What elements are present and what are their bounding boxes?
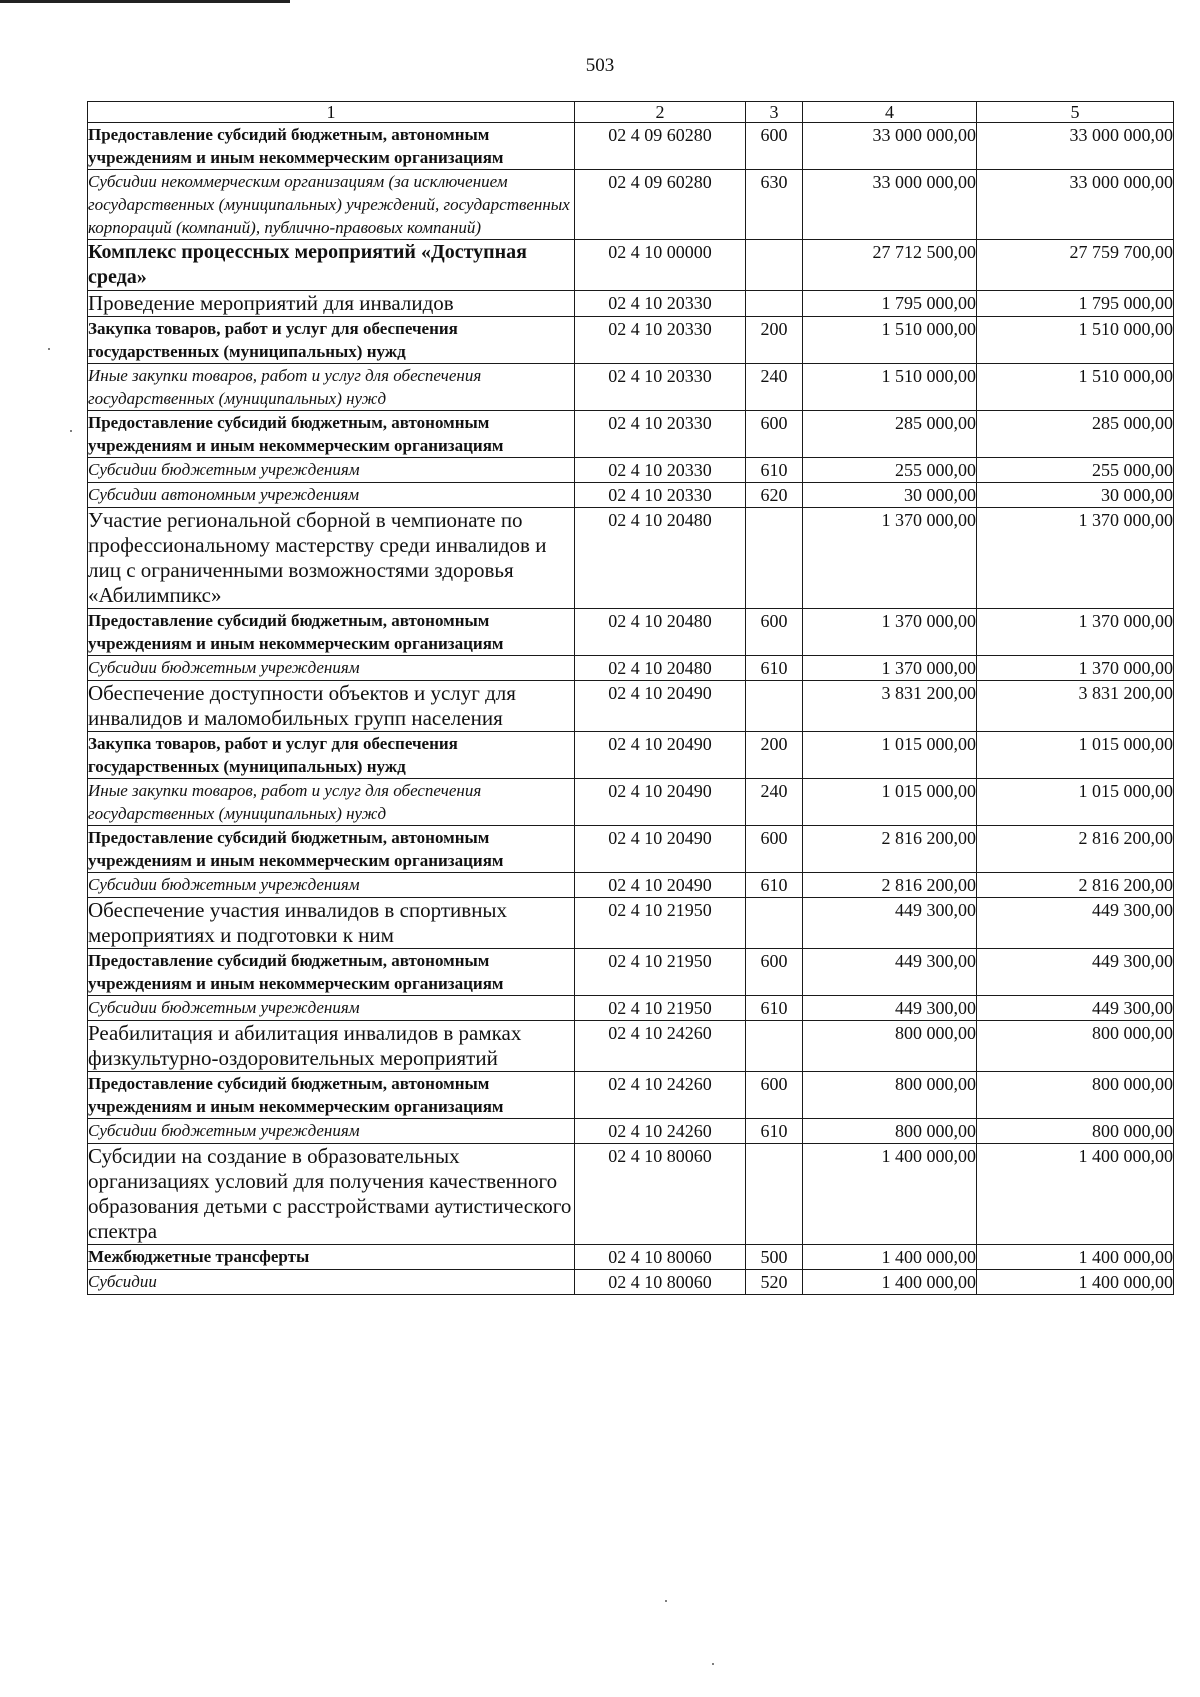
table-row xyxy=(88,170,1174,240)
row-amount-year2-cell: 1 015 000,00 xyxy=(977,732,1174,779)
row-amount-year1-cell: 449 300,00 xyxy=(803,996,977,1021)
row-type-cell: 610 xyxy=(746,656,803,681)
row-code-cell: 02 4 10 24260 xyxy=(575,1021,746,1072)
row-type-cell: 610 xyxy=(746,458,803,483)
row-amount-year1-cell: 33 000 000,00 xyxy=(803,170,977,240)
table-row xyxy=(88,996,1174,1021)
row-name-cell: Предоставление субсидий бюджетным, автономным учреждениям и иным некоммерческим организациям xyxy=(88,411,575,458)
row-amount-year1-cell: 2 816 200,00 xyxy=(803,826,977,873)
row-amount-year1-cell: 255 000,00 xyxy=(803,458,977,483)
row-type-cell: 600 xyxy=(746,1072,803,1119)
row-code-cell: 02 4 10 24260 xyxy=(575,1119,746,1144)
table-row xyxy=(88,779,1174,826)
row-amount-year1-cell: 1 400 000,00 xyxy=(803,1144,977,1245)
row-amount-year2-cell: 2 816 200,00 xyxy=(977,826,1174,873)
row-amount-year2-cell: 1 795 000,00 xyxy=(977,291,1174,317)
row-amount-year2-cell: 449 300,00 xyxy=(977,898,1174,949)
row-name-cell: Субсидии бюджетным учреждениям xyxy=(88,656,575,681)
row-type-cell: 610 xyxy=(746,873,803,898)
row-code-cell: 02 4 10 20490 xyxy=(575,873,746,898)
row-code-cell: 02 4 10 80060 xyxy=(575,1245,746,1270)
row-type-cell: 600 xyxy=(746,949,803,996)
row-amount-year1-cell: 449 300,00 xyxy=(803,898,977,949)
row-amount-year2-cell: 1 370 000,00 xyxy=(977,656,1174,681)
row-code-cell: 02 4 10 20330 xyxy=(575,411,746,458)
row-type-cell: 240 xyxy=(746,779,803,826)
row-code-cell: 02 4 10 20330 xyxy=(575,364,746,411)
row-code-cell: 02 4 10 20330 xyxy=(575,458,746,483)
row-code-cell: 02 4 09 60280 xyxy=(575,170,746,240)
row-amount-year1-cell: 449 300,00 xyxy=(803,949,977,996)
table-row xyxy=(88,1245,1174,1270)
row-name-cell: Предоставление субсидий бюджетным, автономным учреждениям и иным некоммерческим организациям xyxy=(88,1072,575,1119)
row-amount-year1-cell: 1 400 000,00 xyxy=(803,1245,977,1270)
row-amount-year1-cell: 3 831 200,00 xyxy=(803,681,977,732)
row-name-cell: Субсидии на создание в образовательных организациях условий для получения качественного образования детьми с расстройствами аутистического спектра xyxy=(88,1144,575,1245)
row-amount-year2-cell: 1 015 000,00 xyxy=(977,779,1174,826)
row-amount-year1-cell: 30 000,00 xyxy=(803,483,977,508)
row-code-cell: 02 4 09 60280 xyxy=(575,123,746,170)
scan-speck xyxy=(665,1600,667,1602)
table-row xyxy=(88,826,1174,873)
scan-speck xyxy=(70,430,72,432)
row-name-cell: Участие региональной сборной в чемпионате по профессиональному мастерству среди инвалидов и лиц с ограниченными возможностями здоровья «Абилимпикс» xyxy=(88,508,575,609)
row-name-cell: Проведение мероприятий для инвалидов xyxy=(88,291,575,317)
table-row xyxy=(88,458,1174,483)
table-row xyxy=(88,1270,1174,1295)
row-amount-year2-cell: 33 000 000,00 xyxy=(977,123,1174,170)
row-amount-year2-cell: 1 400 000,00 xyxy=(977,1245,1174,1270)
row-type-cell xyxy=(746,898,803,949)
row-amount-year1-cell: 1 370 000,00 xyxy=(803,656,977,681)
row-amount-year2-cell: 2 816 200,00 xyxy=(977,873,1174,898)
row-name-cell: Иные закупки товаров, работ и услуг для обеспечения государственных (муниципальных) нужд xyxy=(88,779,575,826)
table-row xyxy=(88,364,1174,411)
row-code-cell: 02 4 10 20490 xyxy=(575,681,746,732)
row-amount-year2-cell: 1 400 000,00 xyxy=(977,1144,1174,1245)
row-code-cell: 02 4 10 20480 xyxy=(575,609,746,656)
row-type-cell: 630 xyxy=(746,170,803,240)
row-code-cell: 02 4 10 20490 xyxy=(575,779,746,826)
row-name-cell: Субсидии xyxy=(88,1270,575,1295)
table-row xyxy=(88,1144,1174,1245)
table-row xyxy=(88,291,1174,317)
row-code-cell: 02 4 10 20480 xyxy=(575,508,746,609)
row-code-cell: 02 4 10 24260 xyxy=(575,1072,746,1119)
row-amount-year1-cell: 2 816 200,00 xyxy=(803,873,977,898)
row-name-cell: Субсидии автономным учреждениям xyxy=(88,483,575,508)
row-amount-year1-cell: 1 400 000,00 xyxy=(803,1270,977,1295)
row-name-cell: Закупка товаров, работ и услуг для обеспечения государственных (муниципальных) нужд xyxy=(88,732,575,779)
budget-table xyxy=(87,101,1174,1295)
row-code-cell: 02 4 10 20490 xyxy=(575,732,746,779)
row-amount-year1-cell: 27 712 500,00 xyxy=(803,240,977,291)
row-code-cell: 02 4 10 21950 xyxy=(575,898,746,949)
row-code-cell: 02 4 10 21950 xyxy=(575,996,746,1021)
row-code-cell: 02 4 10 20330 xyxy=(575,291,746,317)
row-amount-year2-cell: 3 831 200,00 xyxy=(977,681,1174,732)
row-name-cell: Иные закупки товаров, работ и услуг для обеспечения государственных (муниципальных) нужд xyxy=(88,364,575,411)
row-amount-year1-cell: 1 015 000,00 xyxy=(803,779,977,826)
row-amount-year1-cell: 1 510 000,00 xyxy=(803,317,977,364)
row-amount-year2-cell: 1 370 000,00 xyxy=(977,508,1174,609)
row-code-cell: 02 4 10 80060 xyxy=(575,1270,746,1295)
row-amount-year2-cell: 1 510 000,00 xyxy=(977,317,1174,364)
table-row xyxy=(88,483,1174,508)
row-amount-year1-cell: 800 000,00 xyxy=(803,1021,977,1072)
row-code-cell: 02 4 10 20480 xyxy=(575,656,746,681)
row-code-cell: 02 4 10 21950 xyxy=(575,949,746,996)
row-name-cell: Субсидии бюджетным учреждениям xyxy=(88,873,575,898)
table-row xyxy=(88,898,1174,949)
table-row xyxy=(88,873,1174,898)
row-name-cell: Субсидии бюджетным учреждениям xyxy=(88,1119,575,1144)
row-name-cell: Субсидии некоммерческим организациям (за исключением государственных (муниципальных) учреждений, государственных корпораций (компаний), публично-правовых компаний) xyxy=(88,170,575,240)
row-amount-year2-cell: 449 300,00 xyxy=(977,996,1174,1021)
row-type-cell xyxy=(746,291,803,317)
row-amount-year2-cell: 1 510 000,00 xyxy=(977,364,1174,411)
row-amount-year2-cell: 449 300,00 xyxy=(977,949,1174,996)
row-type-cell: 610 xyxy=(746,996,803,1021)
table-row xyxy=(88,123,1174,170)
table-row xyxy=(88,317,1174,364)
row-name-cell: Обеспечение участия инвалидов в спортивных мероприятиях и подготовки к ним xyxy=(88,898,575,949)
row-amount-year2-cell: 1 400 000,00 xyxy=(977,1270,1174,1295)
table-row xyxy=(88,240,1174,291)
row-type-cell: 200 xyxy=(746,317,803,364)
table-row xyxy=(88,949,1174,996)
row-amount-year1-cell: 1 510 000,00 xyxy=(803,364,977,411)
row-name-cell: Комплекс процессных мероприятий «Доступная среда» xyxy=(88,240,575,291)
table-row xyxy=(88,681,1174,732)
row-amount-year2-cell: 800 000,00 xyxy=(977,1021,1174,1072)
row-type-cell xyxy=(746,681,803,732)
table-row xyxy=(88,656,1174,681)
row-name-cell: Предоставление субсидий бюджетным, автономным учреждениям и иным некоммерческим организациям xyxy=(88,826,575,873)
row-type-cell: 600 xyxy=(746,123,803,170)
row-name-cell: Предоставление субсидий бюджетным, автономным учреждениям и иным некоммерческим организациям xyxy=(88,123,575,170)
row-name-cell: Реабилитация и абилитация инвалидов в рамках физкультурно-оздоровительных мероприятий xyxy=(88,1021,575,1072)
row-amount-year1-cell: 800 000,00 xyxy=(803,1072,977,1119)
row-code-cell: 02 4 10 20330 xyxy=(575,317,746,364)
row-amount-year2-cell: 30 000,00 xyxy=(977,483,1174,508)
table-row xyxy=(88,508,1174,609)
column-number-1: 1 xyxy=(88,102,575,123)
row-amount-year1-cell: 285 000,00 xyxy=(803,411,977,458)
row-code-cell: 02 4 10 80060 xyxy=(575,1144,746,1245)
row-type-cell: 500 xyxy=(746,1245,803,1270)
row-name-cell: Предоставление субсидий бюджетным, автономным учреждениям и иным некоммерческим организациям xyxy=(88,609,575,656)
row-amount-year1-cell: 1 795 000,00 xyxy=(803,291,977,317)
row-amount-year2-cell: 1 370 000,00 xyxy=(977,609,1174,656)
row-name-cell: Предоставление субсидий бюджетным, автономным учреждениям и иным некоммерческим организациям xyxy=(88,949,575,996)
row-name-cell: Закупка товаров, работ и услуг для обеспечения государственных (муниципальных) нужд xyxy=(88,317,575,364)
column-number-row xyxy=(88,102,1174,123)
column-number-5: 5 xyxy=(977,102,1174,123)
row-type-cell xyxy=(746,508,803,609)
row-type-cell: 520 xyxy=(746,1270,803,1295)
row-type-cell: 620 xyxy=(746,483,803,508)
row-type-cell: 240 xyxy=(746,364,803,411)
row-type-cell xyxy=(746,1144,803,1245)
row-name-cell: Субсидии бюджетным учреждениям xyxy=(88,996,575,1021)
row-name-cell: Субсидии бюджетным учреждениям xyxy=(88,458,575,483)
row-amount-year1-cell: 1 015 000,00 xyxy=(803,732,977,779)
scan-speck xyxy=(712,1663,714,1665)
row-type-cell: 600 xyxy=(746,411,803,458)
row-amount-year1-cell: 1 370 000,00 xyxy=(803,609,977,656)
column-number-3: 3 xyxy=(746,102,803,123)
row-amount-year2-cell: 255 000,00 xyxy=(977,458,1174,483)
row-amount-year1-cell: 800 000,00 xyxy=(803,1119,977,1144)
row-name-cell: Обеспечение доступности объектов и услуг для инвалидов и маломобильных групп населения xyxy=(88,681,575,732)
row-type-cell xyxy=(746,1021,803,1072)
row-amount-year2-cell: 800 000,00 xyxy=(977,1119,1174,1144)
budget-table-body xyxy=(88,102,1174,1295)
row-code-cell: 02 4 10 20330 xyxy=(575,483,746,508)
table-row xyxy=(88,1119,1174,1144)
table-row xyxy=(88,411,1174,458)
table-row xyxy=(88,1021,1174,1072)
row-name-cell: Межбюджетные трансферты xyxy=(88,1245,575,1270)
row-amount-year2-cell: 33 000 000,00 xyxy=(977,170,1174,240)
row-type-cell: 200 xyxy=(746,732,803,779)
row-code-cell: 02 4 10 00000 xyxy=(575,240,746,291)
table-row xyxy=(88,1072,1174,1119)
row-type-cell: 610 xyxy=(746,1119,803,1144)
scan-speck xyxy=(48,348,50,350)
row-type-cell: 600 xyxy=(746,826,803,873)
column-number-2: 2 xyxy=(575,102,746,123)
top-rule xyxy=(0,0,290,3)
row-amount-year2-cell: 800 000,00 xyxy=(977,1072,1174,1119)
table-row xyxy=(88,609,1174,656)
table-row xyxy=(88,732,1174,779)
row-code-cell: 02 4 10 20490 xyxy=(575,826,746,873)
row-type-cell: 600 xyxy=(746,609,803,656)
row-amount-year2-cell: 27 759 700,00 xyxy=(977,240,1174,291)
column-number-4: 4 xyxy=(803,102,977,123)
row-amount-year2-cell: 285 000,00 xyxy=(977,411,1174,458)
row-amount-year1-cell: 1 370 000,00 xyxy=(803,508,977,609)
row-amount-year1-cell: 33 000 000,00 xyxy=(803,123,977,170)
row-type-cell xyxy=(746,240,803,291)
page-number: 503 xyxy=(585,55,615,76)
